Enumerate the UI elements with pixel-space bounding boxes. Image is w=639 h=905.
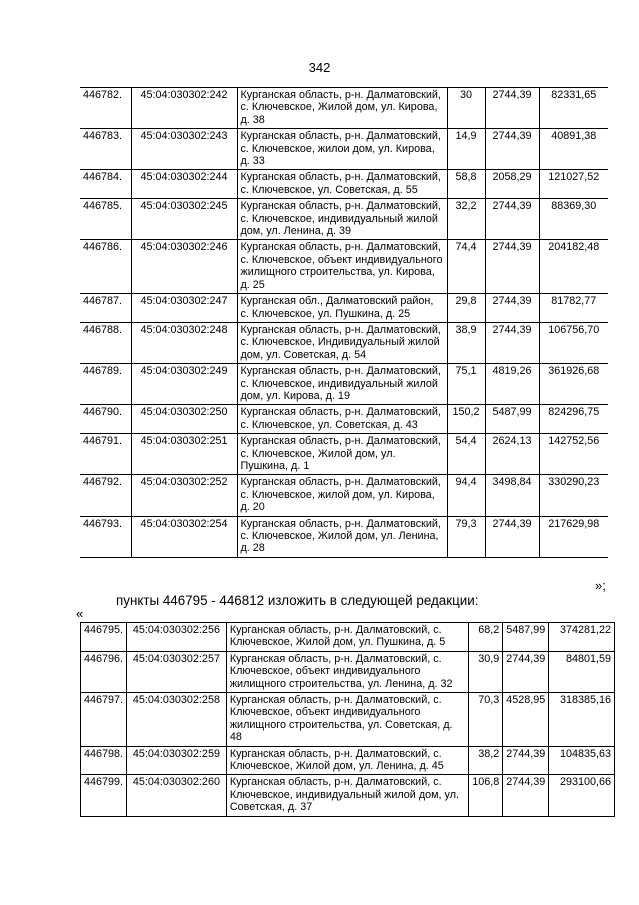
- specific-value-cell: 2744,39: [503, 775, 549, 816]
- area-cell: 75,1: [447, 364, 485, 405]
- cadastral-value-cell: 82331,65: [539, 88, 608, 129]
- table-row: [80, 516, 608, 557]
- specific-value-cell: 2624,13: [485, 434, 539, 475]
- area-cell: 106,8: [469, 775, 503, 816]
- row-number-cell: 446784.: [80, 170, 131, 199]
- row-number-cell: 446783.: [80, 129, 131, 170]
- specific-value-cell: 4528,95: [503, 693, 549, 747]
- cadastral-number-cell: 45:04:030302:250: [131, 405, 237, 434]
- cadastral-number-cell: 45:04:030302:246: [131, 240, 237, 294]
- table-row: [80, 475, 608, 516]
- row-number-cell: 446785.: [80, 199, 131, 240]
- cadastral-number-cell: 45:04:030302:248: [131, 322, 237, 363]
- area-cell: 74,4: [447, 240, 485, 294]
- specific-value-cell: 2744,39: [485, 240, 539, 294]
- address-cell: Курганская область, р-н. Далматовский, с. Ключевское, объект индивидуального жилищного строительства, ул. Кирова, д. 25: [237, 240, 447, 294]
- table-cadastral-values-2: [80, 622, 615, 817]
- address-cell: Курганская область, р-н. Далматовский, с. Ключевское, Жилой дом, ул. Ленина, д. 28: [237, 516, 447, 557]
- cadastral-number-cell: 45:04:030302:251: [131, 434, 237, 475]
- area-cell: 30: [447, 88, 485, 129]
- area-cell: 58,8: [447, 170, 485, 199]
- table-row: [80, 170, 608, 199]
- table-row: [80, 240, 608, 294]
- row-number-cell: 446789.: [80, 364, 131, 405]
- cadastral-value-cell: 204182,48: [539, 240, 608, 294]
- cadastral-number-cell: 45:04:030302:245: [131, 199, 237, 240]
- area-cell: 29,8: [447, 294, 485, 323]
- specific-value-cell: 2058,29: [485, 170, 539, 199]
- address-cell: Курганская область, р-н. Далматовский, с. Ключевское, Жилой дом, ул. Кирова, д. 38: [237, 88, 447, 129]
- cadastral-value-cell: 88369,30: [539, 199, 608, 240]
- specific-value-cell: 2744,39: [485, 129, 539, 170]
- address-cell: Курганская область, р-н. Далматовский, с. Ключевское, индивидуальный жилой дом, ул. Советская, д. 37: [226, 775, 468, 816]
- address-cell: Курганская область, р-н. Далматовский, с. Ключевское, Жилой дом, ул. Пушкина, д. 1: [237, 434, 447, 475]
- table-row: [80, 199, 608, 240]
- row-number-cell: 446791.: [80, 434, 131, 475]
- row-number-cell: 446799.: [81, 775, 127, 816]
- area-cell: 14,9: [447, 129, 485, 170]
- table-row: [81, 775, 615, 816]
- cadastral-value-cell: 104835,63: [549, 746, 615, 775]
- row-number-cell: 446795.: [81, 623, 127, 652]
- table-row: [81, 623, 615, 652]
- cadastral-value-cell: 121027,52: [539, 170, 608, 199]
- cadastral-value-cell: 84801,59: [549, 651, 615, 692]
- specific-value-cell: 2744,39: [503, 746, 549, 775]
- area-cell: 38,9: [447, 322, 485, 363]
- table-row: [81, 746, 615, 775]
- cadastral-value-cell: 361926,68: [539, 364, 608, 405]
- cadastral-number-cell: 45:04:030302:259: [127, 746, 227, 775]
- cadastral-number-cell: 45:04:030302:242: [131, 88, 237, 129]
- cadastral-value-cell: 142752,56: [539, 434, 608, 475]
- table-row: [80, 434, 608, 475]
- cadastral-value-cell: 374281,22: [549, 623, 615, 652]
- closing-quote: »;: [595, 578, 606, 593]
- table-row: [80, 88, 608, 129]
- specific-value-cell: 2744,39: [503, 651, 549, 692]
- table-row: [81, 651, 615, 692]
- table-row: [80, 364, 608, 405]
- row-number-cell: 446782.: [80, 88, 131, 129]
- cadastral-number-cell: 45:04:030302:256: [127, 623, 227, 652]
- cadastral-number-cell: 45:04:030302:244: [131, 170, 237, 199]
- cadastral-number-cell: 45:04:030302:247: [131, 294, 237, 323]
- row-number-cell: 446790.: [80, 405, 131, 434]
- address-cell: Курганская область, р-н. Далматовский, с. Ключевское, Индивидуальный жилой дом, ул. Советская, д. 54: [237, 322, 447, 363]
- address-cell: Курганская область, р-н. Далматовский, с. Ключевское, объект индивидуального жилищного строительства, ул. Ленина, д. 32: [226, 651, 468, 692]
- address-cell: Курганская область, р-н. Далматовский, с. Ключевское, индивидуальный жилой дом, ул. Кирова, д. 19: [237, 364, 447, 405]
- area-cell: 38,2: [469, 746, 503, 775]
- row-number-cell: 446793.: [80, 516, 131, 557]
- area-cell: 68,2: [469, 623, 503, 652]
- cadastral-number-cell: 45:04:030302:260: [127, 775, 227, 816]
- cadastral-number-cell: 45:04:030302:254: [131, 516, 237, 557]
- area-cell: 79,3: [447, 516, 485, 557]
- area-cell: 32,2: [447, 199, 485, 240]
- address-cell: Курганская область, р-н. Далматовский, с. Ключевское, Жилой дом, ул. Ленина, д. 45: [226, 746, 468, 775]
- row-number-cell: 446788.: [80, 322, 131, 363]
- area-cell: 94,4: [447, 475, 485, 516]
- opening-quote: «: [76, 606, 84, 621]
- table-row: [80, 322, 608, 363]
- specific-value-cell: 2744,39: [485, 322, 539, 363]
- address-cell: Курганская область, р-н. Далматовский, с. Ключевское, объект индивидуального жилищного строительства, ул. Советская, д. 48: [226, 693, 468, 747]
- amendment-paragraph: пункты 446795 - 446812 изложить в следующей редакции:: [116, 593, 479, 608]
- address-cell: Курганская область, р-н. Далматовский, с. Ключевское, ул. Советская, д. 55: [237, 170, 447, 199]
- table-row: [80, 129, 608, 170]
- area-cell: 70,3: [469, 693, 503, 747]
- row-number-cell: 446797.: [81, 693, 127, 747]
- row-number-cell: 446786.: [80, 240, 131, 294]
- area-cell: 54,4: [447, 434, 485, 475]
- cadastral-number-cell: 45:04:030302:252: [131, 475, 237, 516]
- cadastral-value-cell: 106756,70: [539, 322, 608, 363]
- specific-value-cell: 4819,26: [485, 364, 539, 405]
- table-row: [81, 693, 615, 747]
- specific-value-cell: 5487,99: [503, 623, 549, 652]
- cadastral-value-cell: 40891,38: [539, 129, 608, 170]
- specific-value-cell: 2744,39: [485, 294, 539, 323]
- cadastral-number-cell: 45:04:030302:257: [127, 651, 227, 692]
- cadastral-value-cell: 293100,66: [549, 775, 615, 816]
- cadastral-value-cell: 217629,98: [539, 516, 608, 557]
- address-cell: Курганская область, р-н. Далматовский, с. Ключевское, ул. Советская, д. 43: [237, 405, 447, 434]
- table-row: [80, 294, 608, 323]
- area-cell: 30,9: [469, 651, 503, 692]
- cadastral-value-cell: 81782,77: [539, 294, 608, 323]
- specific-value-cell: 2744,39: [485, 516, 539, 557]
- row-number-cell: 446796.: [81, 651, 127, 692]
- specific-value-cell: 3498,84: [485, 475, 539, 516]
- cadastral-value-cell: 318385,16: [549, 693, 615, 747]
- table-row: [80, 405, 608, 434]
- address-cell: Курганская область, р-н. Далматовский, с. Ключевское, жилой дом, ул. Кирова, д. 20: [237, 475, 447, 516]
- specific-value-cell: 2744,39: [485, 88, 539, 129]
- cadastral-number-cell: 45:04:030302:243: [131, 129, 237, 170]
- area-cell: 150,2: [447, 405, 485, 434]
- address-cell: Курганская область, р-н. Далматовский, с. Ключевское, Жилой дом, ул. Пушкина, д. 5: [226, 623, 468, 652]
- cadastral-value-cell: 330290,23: [539, 475, 608, 516]
- cadastral-number-cell: 45:04:030302:258: [127, 693, 227, 747]
- table-cadastral-values-1: [80, 87, 608, 558]
- cadastral-number-cell: 45:04:030302:249: [131, 364, 237, 405]
- row-number-cell: 446787.: [80, 294, 131, 323]
- specific-value-cell: 5487,99: [485, 405, 539, 434]
- page-number: 342: [308, 60, 331, 75]
- address-cell: Курганская область, р-н. Далматовский, с. Ключевское, жилои дом, ул. Кирова, д. 33: [237, 129, 447, 170]
- row-number-cell: 446798.: [81, 746, 127, 775]
- specific-value-cell: 2744,39: [485, 199, 539, 240]
- address-cell: Курганская обл., Далматовский район, с. Ключевское, ул. Пушкина, д. 25: [237, 294, 447, 323]
- cadastral-value-cell: 824296,75: [539, 405, 608, 434]
- row-number-cell: 446792.: [80, 475, 131, 516]
- address-cell: Курганская область, р-н. Далматовский, с. Ключевское, индивидуальный жилой дом, ул. Ленина, д. 39: [237, 199, 447, 240]
